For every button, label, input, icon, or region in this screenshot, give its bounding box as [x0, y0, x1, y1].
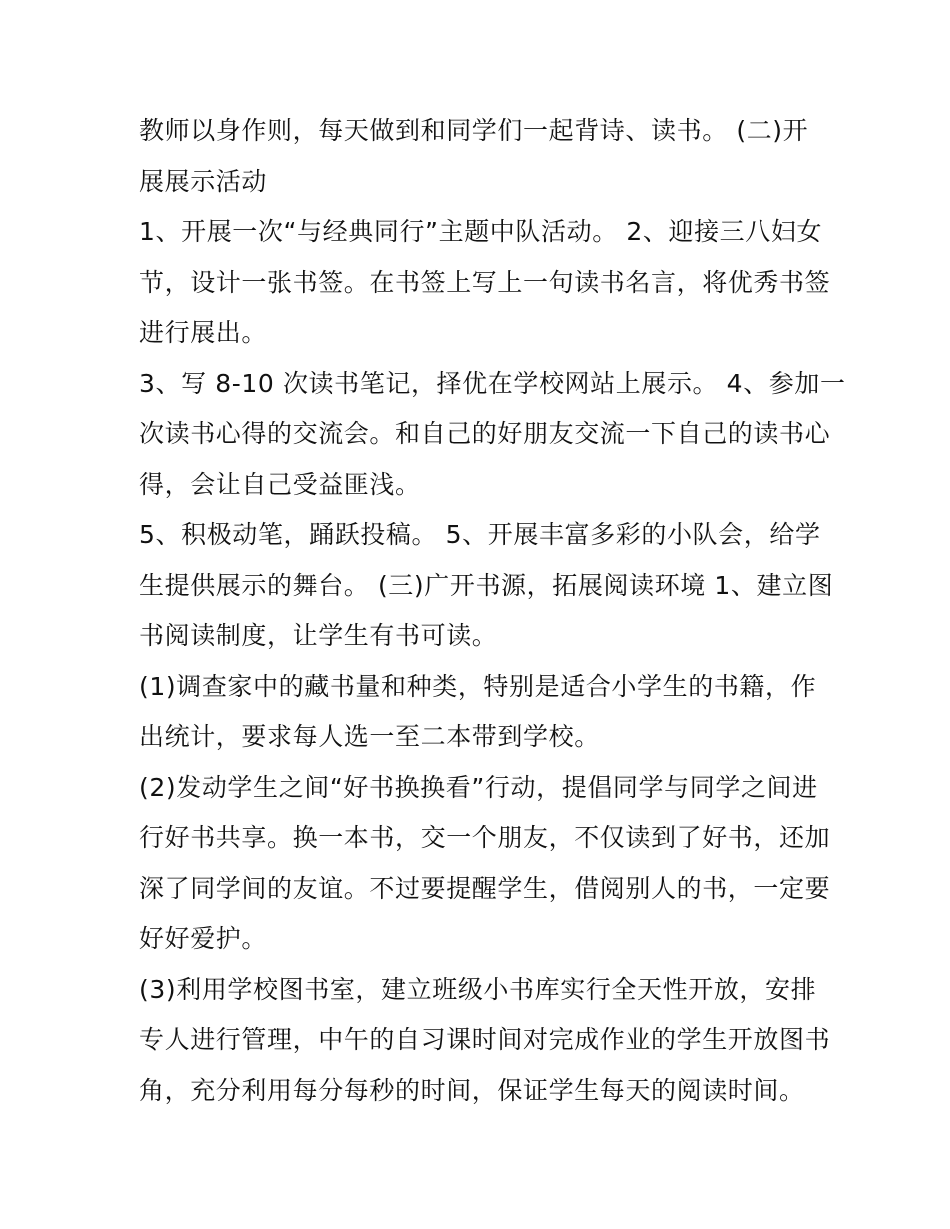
text-line: (3)利用学校图书室，建立班级小书库实行全天性开放，安排	[139, 974, 817, 1004]
text-line: 角，充分利用每分每秒的时间，保证学生每天的阅读时间。	[139, 1075, 805, 1105]
text-line: (2)发动学生之间“好书换换看”行动，提倡同学与同学之间进	[139, 772, 818, 802]
text-line: 好好爱护。	[139, 924, 268, 953]
text-line: 进行展出。	[139, 318, 268, 347]
text-line: 出统计，要求每人选一至二本带到学校。	[139, 722, 600, 751]
text-line: (1)调查家中的藏书量和种类，特别是适合小学生的书籍，作	[139, 671, 817, 701]
text-line: 教师以身作则，每天做到和同学们一起背诗、读书。 (二)开	[139, 116, 809, 145]
text-line: 生提供展示的舞台。 (三)广开书源，拓展阅读环境 1、建立图	[139, 570, 834, 600]
text-line: 3、写 8-10 次读书笔记，择优在学校网站上展示。 4、参加一	[139, 368, 846, 398]
text-line: 行好书共享。换一本书，交一个朋友，不仅读到了好书，还加	[139, 823, 831, 852]
text-line: 书阅读制度，让学生有书可读。	[139, 621, 498, 650]
text-line: 展展示活动	[139, 166, 268, 196]
text-line: 深了同学间的友谊。不过要提醒学生，借阅别人的书，一定要	[139, 873, 831, 903]
text-line: 专人进行管理，中午的自习课时间对完成作业的学生开放图书	[139, 1025, 831, 1054]
text-line: 节，设计一张书签。在书签上写上一句读书名言，将优秀书签	[139, 267, 831, 297]
body-text	[139, 106, 846, 1116]
text-line: 得，会让自己受益匪浅。	[139, 469, 421, 499]
text-line: 1、开展一次“与经典同行”主题中队活动。 2、迎接三八妇女	[139, 217, 823, 246]
text-line: 次读书心得的交流会。和自己的好朋友交流一下自己的读书心	[139, 419, 831, 448]
text-line: 5、积极动笔，踊跃投稿。 5、开展丰富多彩的小队会，给学	[139, 520, 821, 549]
